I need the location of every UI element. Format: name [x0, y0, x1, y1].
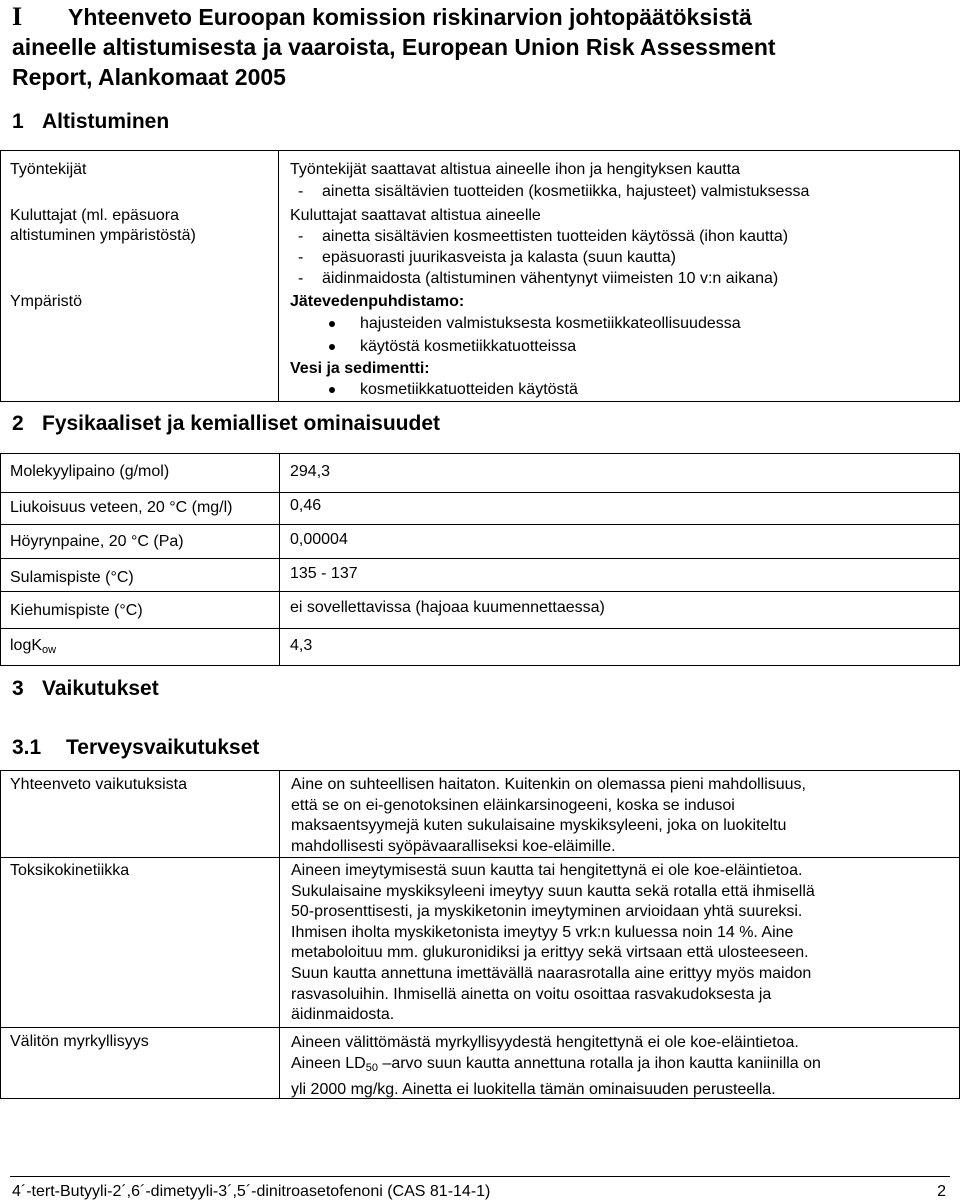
props-border-top — [0, 453, 960, 454]
section-3-1-heading — [12, 736, 259, 760]
section-number: 2 — [12, 412, 24, 435]
section-number: 3 — [12, 677, 24, 700]
page-number: 2 — [937, 1183, 946, 1200]
title-line-3: Report, Alankomaat 2005 — [12, 64, 286, 90]
section-3-heading — [12, 677, 159, 701]
workers-item: - ainetta sisältävien tuotteiden (kosmetiikka, hajusteet) valmistuksessa — [298, 183, 810, 200]
title-line-2: aineelle altistumisesta ja vaaroista, European Union Risk Assessment — [12, 34, 776, 60]
prop-label: Liukoisuus veteen, 20 °C (mg/l) — [10, 499, 233, 516]
prop-value: ei sovellettavissa (hajoaa kuumennettaessa) — [290, 599, 605, 616]
bullet-icon — [329, 344, 335, 350]
bullet-icon — [329, 387, 335, 393]
props-border-left — [0, 453, 1, 666]
footer-substance-name: 4´-tert-Butyyli-2´,6´-dimetyyli-3´,5´-dinitroasetofenoni (CAS 81-14-1) — [12, 1183, 491, 1200]
prop-label-logk: logK$_{ow}$ — [10, 637, 57, 656]
acute-toxicity-text: Aineen välittömästä myrkyllisyydestä hengitettynä ei ole koe-eläintietoa. Aineen $LD_{50}$ –arvo suun kautta annettuna rotalla ja ihon kautta kaniinilla on yli 2000 mg/kg. Ainetta ei luokitella tämän ominaisuuden perusteella. — [291, 1034, 821, 1098]
table-divider — [278, 150, 279, 402]
footer-rule — [10, 1176, 950, 1177]
props-row-line — [0, 628, 960, 629]
props-border-bottom — [0, 665, 960, 666]
prop-label: Höyrynpaine, 20 °C (Pa) — [10, 533, 184, 550]
section-title: Terveysvaikutukset — [66, 736, 260, 759]
props-divider — [279, 453, 280, 666]
prop-label: Sulamispiste (°C) — [10, 569, 134, 586]
water-item: kosmetiikkatuotteiden käytöstä — [290, 380, 578, 400]
props-row-line — [0, 591, 960, 592]
health-border-top — [0, 770, 960, 771]
title-line-1: Yhteenveto Euroopan komission riskinarvion johtopäätöksistä — [68, 4, 752, 30]
health-border-left — [0, 770, 1, 1099]
section-number: 1 — [12, 110, 24, 133]
table-border-left — [0, 150, 1, 402]
section-1-heading — [12, 110, 169, 134]
summary-label: Yhteenveto vaikutuksista — [10, 776, 187, 793]
section-title: Vaikutukset — [42, 677, 159, 700]
prop-value: 4,3 — [290, 637, 313, 654]
water-heading: Vesi ja sedimentti: — [290, 360, 430, 377]
table-border-bottom — [0, 401, 960, 402]
environment-label: Ympäristö — [10, 293, 83, 310]
title-numeral: I — [12, 2, 23, 31]
consumers-item: - ainetta sisältävien kosmeettisten tuotteiden käytössä (ihon kautta) — [298, 228, 789, 245]
summary-text: Aine on suhteellisen haitaton. Kuitenkin on olemassa pieni mahdollisuus, että se on ei-genotoksinen eläinkarsinogeeni, koska se indusoi maksaentsyymejä kuten sukulaisaine myskiksyleeni, joka on luokiteltu mahdollisesti syöpävaaralliseksi koe-eläimille. — [291, 776, 806, 855]
consumers-label: Kuluttajat (ml. epäsuora altistuminen ympäristöstä) — [10, 207, 196, 244]
prop-label: Molekyylipaino (g/mol) — [10, 463, 170, 480]
table-border-top — [0, 150, 960, 151]
wwtp-heading: Jätevedenpuhdistamo: — [290, 293, 465, 310]
health-divider — [279, 770, 280, 1099]
wwtp-item: käytöstä kosmetiikkatuotteissa — [290, 337, 576, 357]
prop-label: Kiehumispiste (°C) — [10, 602, 143, 619]
prop-value: 294,3 — [290, 463, 331, 480]
props-row-line — [0, 558, 960, 559]
prop-value: 135 - 137 — [290, 565, 358, 582]
health-row-line — [0, 857, 960, 858]
consumers-item: - epäsuorasti juurikasveista ja kalasta (suun kautta) — [298, 249, 676, 266]
section-number: 3.1 — [12, 736, 42, 759]
document-title — [12, 2, 942, 92]
section-2-heading — [12, 412, 440, 436]
workers-text: Työntekijät saattavat altistua aineelle ihon ja hengityksen kautta — [290, 161, 741, 178]
workers-label: Työntekijät — [10, 161, 87, 178]
toxicokinetics-text: Aineen imeytymisestä suun kautta tai hengitettynä ei ole koe-eläintietoa. Sukulaisaine myskiksyleeni imeytyy suun kautta sekä rotalla että ihmisellä 50-prosenttisesti, ja myskiketonin imeytyminen arvioidaan yhtä suureksi. Ihmisen iholta myskiketonista imeytyy 5 vrk:n kuluessa noin 14 %. Aine metaboloituu mm. glukuronidiksi ja erittyy sekä virtsaan että ulosteeseen. Suun kautta annettuna imettävällä naarasrotalla aine erittyy myös maidon rasvasoluihin. Ihmisellä ainetta on voitu osoittaa rasvakudoksesta ja äidinmaidosta. — [291, 862, 815, 1024]
prop-value: 0,46 — [290, 497, 322, 514]
section-title: Altistuminen — [42, 110, 170, 133]
props-row-line — [0, 492, 960, 493]
acute-toxicity-label: Välitön myrkyllisyys — [10, 1033, 149, 1050]
toxicokinetics-label: Toksikokinetiikka — [10, 862, 130, 879]
consumers-item: - äidinmaidosta (altistuminen vähentynyt viimeisten 10 v:n aikana) — [298, 270, 779, 287]
wwtp-item: hajusteiden valmistuksesta kosmetiikkateollisuudessa — [290, 314, 741, 334]
props-row-line — [0, 524, 960, 525]
health-row-line — [0, 1027, 960, 1028]
bullet-icon — [329, 321, 335, 327]
section-title: Fysikaaliset ja kemialliset ominaisuudet — [42, 412, 441, 435]
prop-value: 0,00004 — [290, 531, 348, 548]
consumers-text: Kuluttajat saattavat altistua aineelle — [290, 207, 541, 224]
